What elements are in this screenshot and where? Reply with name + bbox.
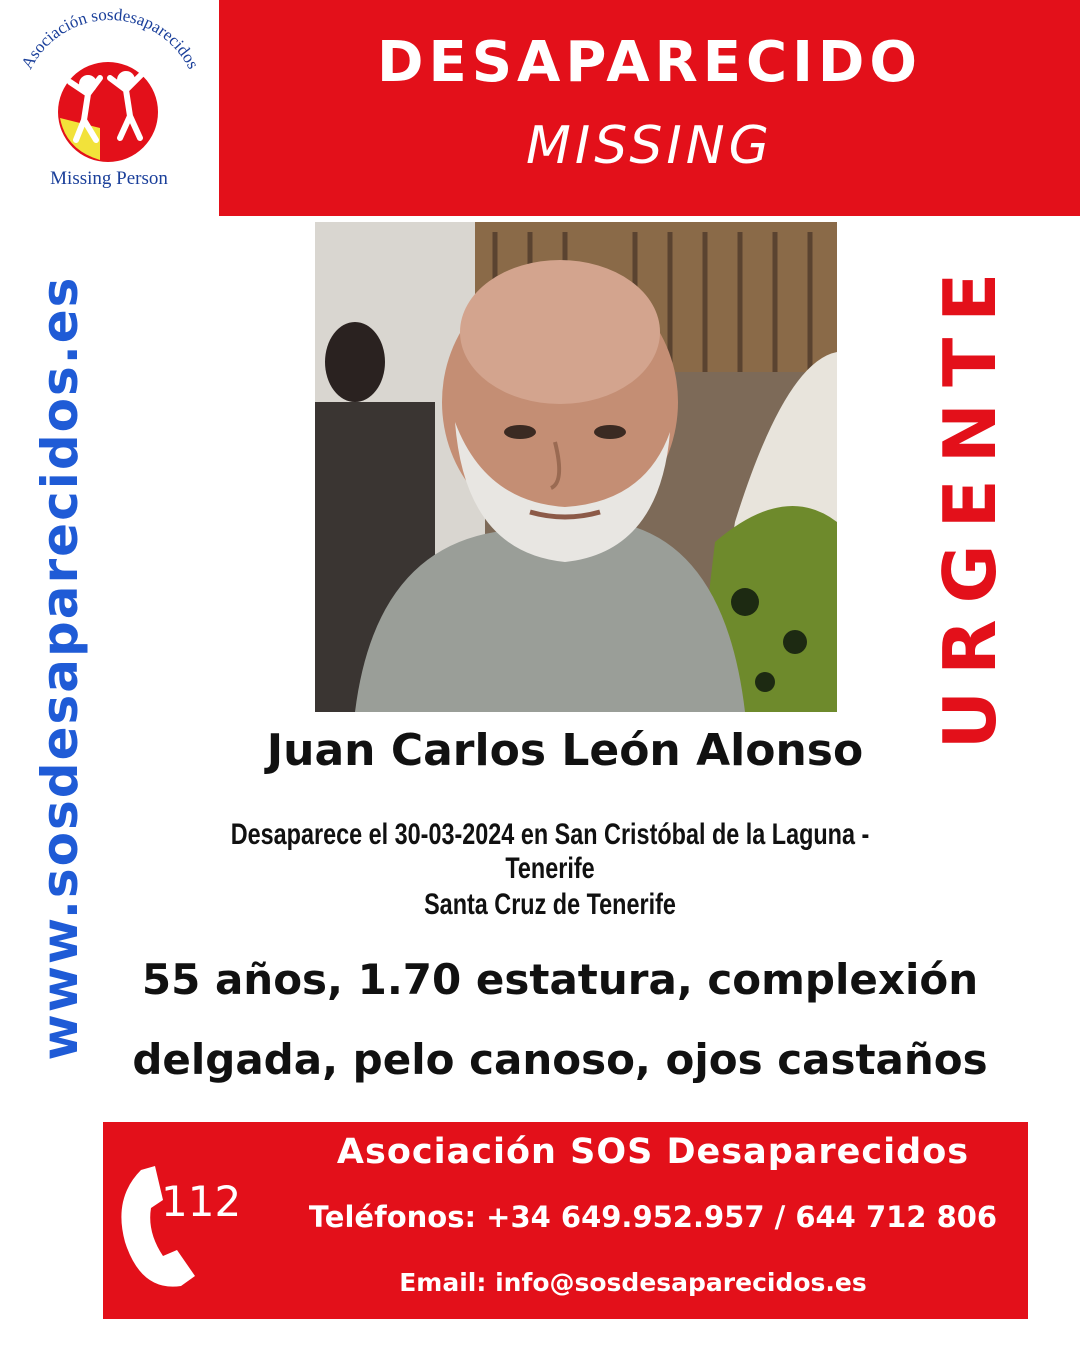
title-spanish: DESAPARECIDO [376, 30, 923, 95]
website-url[interactable]: www.sosdesaparecidos.es [31, 275, 89, 1061]
organization-name: Asociación SOS Desaparecidos [336, 1132, 970, 1172]
contact-email[interactable]: Email: info@sosdesaparecidos.es [399, 1268, 867, 1297]
phone-numbers[interactable]: Teléfonos: +34 649.952.957 / 644 712 806 [308, 1200, 998, 1234]
person-photo [315, 222, 837, 712]
disappearance-info: Desaparece el 30-03-2024 en San Cristóbal de la Laguna - Tenerife [230, 818, 870, 885]
person-photo-illustration [315, 222, 837, 712]
contact-box [103, 1122, 1028, 1319]
urgent-label: URGENTE [928, 256, 1012, 750]
province-info: Santa Cruz de Tenerife [424, 888, 676, 921]
physical-description-line-2: delgada, pelo canoso, ojos castaños [132, 1035, 988, 1084]
title-english: MISSING [526, 116, 773, 176]
logo-arc-text: Asociación sosdesaparecidos [17, 4, 203, 73]
person-name: Juan Carlos León Alonso [266, 725, 864, 776]
logo-tagline: Missing Person [50, 168, 168, 189]
organization-logo [0, 0, 218, 215]
header-banner [219, 0, 1080, 216]
emergency-number: 112 [161, 1177, 242, 1226]
physical-description-line-1: 55 años, 1.70 estatura, complexión [141, 955, 979, 1004]
